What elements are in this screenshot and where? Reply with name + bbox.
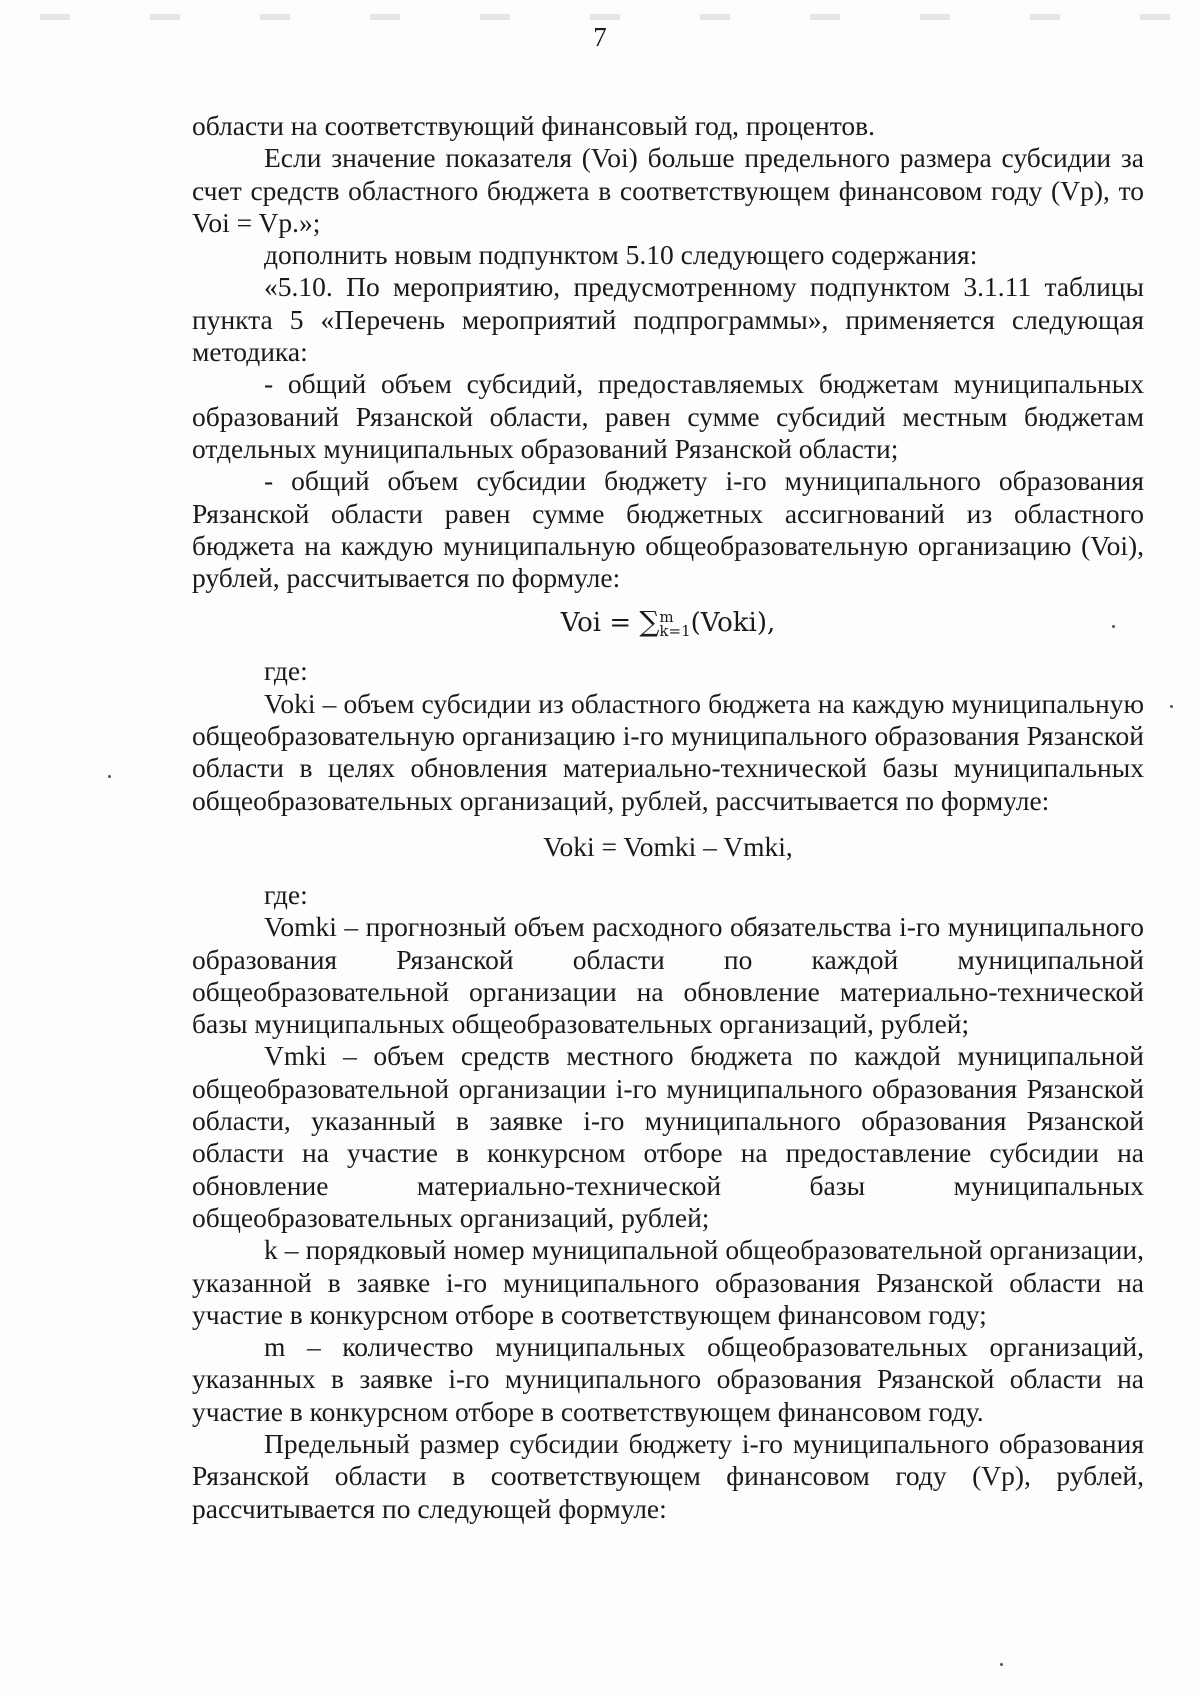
scan-speck	[1170, 705, 1173, 708]
paragraph-voi-limit: Если значение показателя (Voi) больше предельного размера субсидии за счет средств областного бюджета в соответствующем финансовом году (Vp), то Voi = Vp.»;	[192, 142, 1144, 238]
sum-sign: ∑	[639, 605, 660, 639]
scan-speck	[1000, 1663, 1003, 1666]
formula-voi	[192, 600, 1144, 645]
paragraph-continuation: области на соответствующий финансовый год, процентов.	[192, 110, 875, 141]
paragraph-vp-definition: Предельный размер субсидии бюджету i-го муниципального образования Рязанской области в соответствующем финансовом году (Vp), рублей, рассчитывается по следующей формуле:	[192, 1427, 1144, 1524]
formula-voi-lhs: Voi =	[560, 608, 640, 639]
paragraph-voki-definition: Voki – объем субсидии из областного бюджета на каждую муниципальную общеобразовательную организацию i-го муниципального образования Рязанской области в целях обновления материально-технической базы муниципальных общеобразовательных организаций, рублей, рассчитывается по формуле:	[192, 687, 1144, 816]
scan-speck	[1112, 625, 1115, 628]
paragraph-amend-intro: дополнить новым подпунктом 5.10 следующего содержания:	[264, 239, 978, 271]
scan-edge-artifact	[0, 14, 1200, 20]
paragraph-5-10: «5.10. По мероприятию, предусмотренному подпунктом 3.1.11 таблицы пункта 5 «Перечень мероприятий подпрограммы», применяется следующая методика:	[192, 271, 1144, 368]
formula-voi-rhs: (Voki),	[690, 608, 776, 639]
sum-lower-limit: k=1	[659, 622, 691, 641]
where-label-1: где:	[264, 655, 308, 687]
paragraph-total-subsidies: - общий объем субсидий, предоставляемых бюджетам муниципальных образований Рязанской области, равен сумме субсидий местным бюджетам отдельных муниципальных образований Рязанской области;	[192, 368, 1144, 464]
sum-upper-limit: m	[659, 608, 674, 627]
paragraph-vomki-definition: Vomki – прогнозный объем расходного обязательства i-го муниципального образования Рязанской области по каждой муниципальной общеобразовательной организации на обновление материально-технической базы муниципальных общеобразовательных организаций, рублей;	[192, 911, 1144, 1040]
page-number: 7	[593, 22, 607, 52]
paragraph-voi-definition: - общий объем субсидии бюджету i-го муниципального образования Рязанской области равен сумме бюджетных ассигнований из областного бюджета на каждую муниципальную общеобразовательную организацию (Voi), рублей, рассчитывается по формуле:	[192, 465, 1144, 594]
formula-voki: Voki = Vomki – Vmki,	[543, 830, 793, 862]
paragraph-vmki-definition: Vmki – объем средств местного бюджета по каждой муниципальной общеобразовательной организации i-го муниципального образования Рязанской области, указанный в заявке i-го муниципального образования Рязанской области на участие в конкурсном отборе на предоставление субсидии на обновление материально-технической базы муниципальных общеобразовательных организаций, рублей;	[192, 1040, 1144, 1233]
paragraph-m-definition: m – количество муниципальных общеобразовательных организаций, указанных в заявке i-го муниципального образования Рязанской области на участие в конкурсном отборе в соответствующем финансовом году.	[192, 1331, 1144, 1427]
sum-limits	[659, 608, 691, 641]
scan-speck	[108, 775, 111, 778]
paragraph-k-definition: k – порядковый номер муниципальной общеобразовательной организации, указанной в заявке i-го муниципального образования Рязанской области на участие в конкурсном отборе в соответствующем финансовом году;	[192, 1234, 1144, 1330]
where-label-2: где:	[264, 878, 308, 910]
document-body	[192, 110, 1144, 1525]
